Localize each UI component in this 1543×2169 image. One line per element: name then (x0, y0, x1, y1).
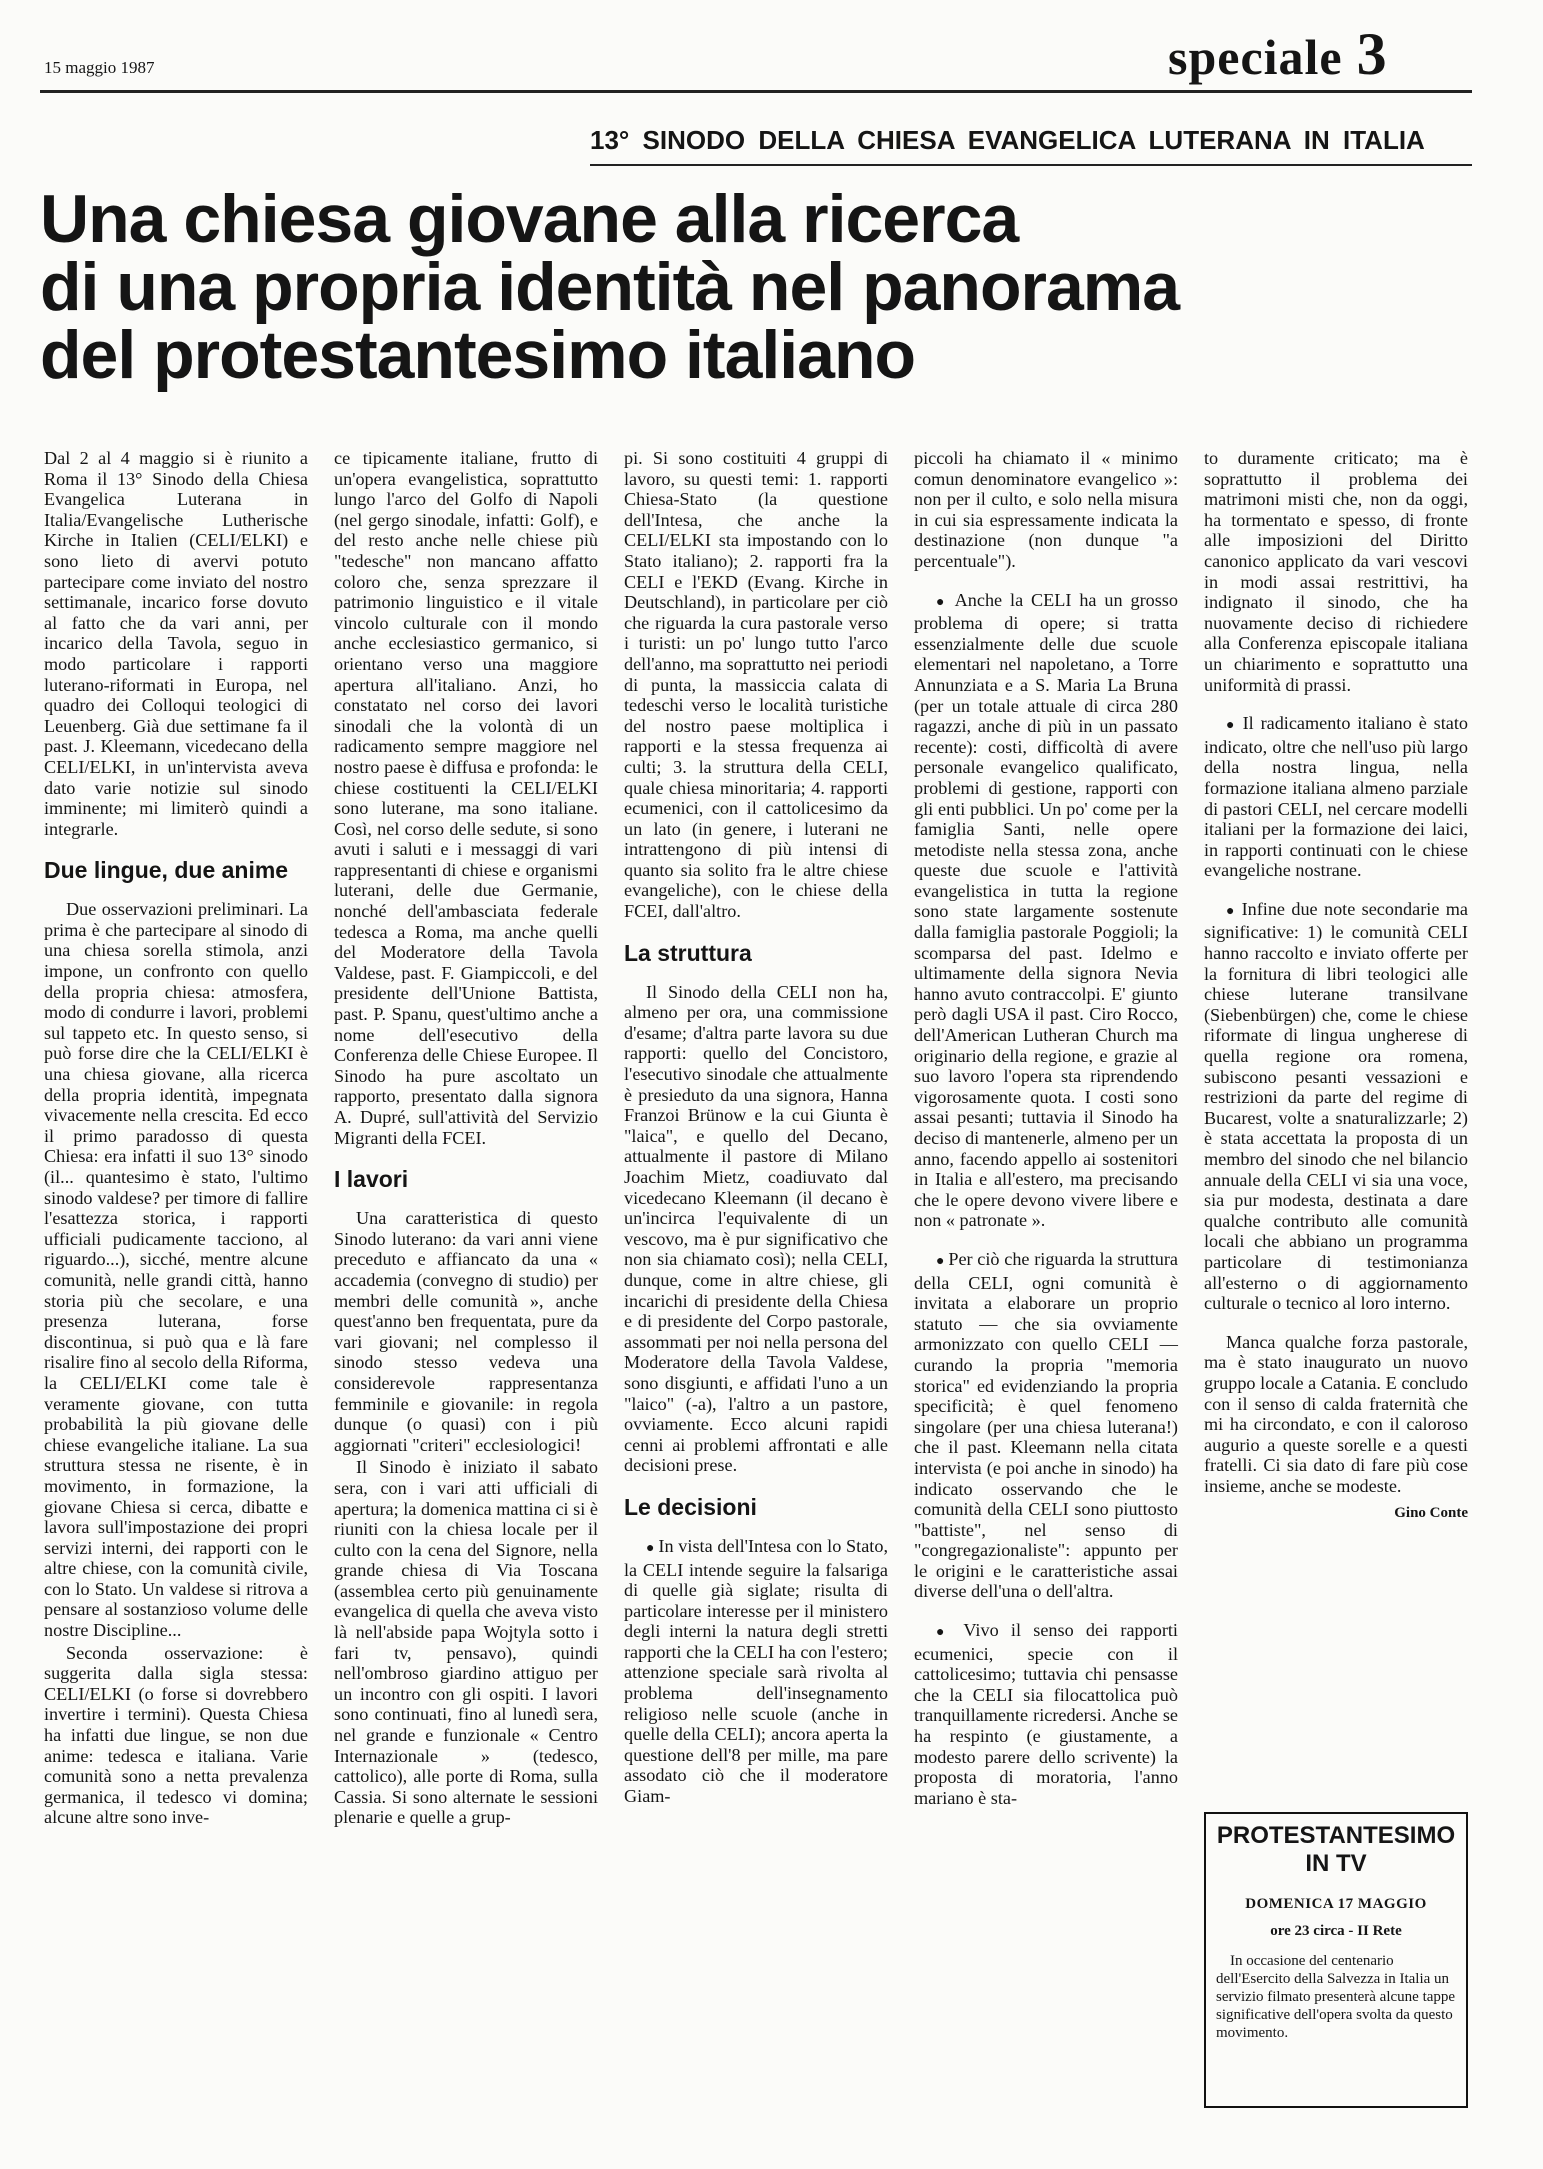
paragraph: Il Sinodo è iniziato il sabato sera, con i vari atti ufficiali di apertura; la domenica mattina ci si è riuniti con la chiesa locale per il culto con la cena del Signore, nella grande chiesa di Via Toscana (assemblea certo più genuinamente evangelica di quella che aveva visto là nell'abside papa Wojtyla sotto i fari tv, pensavo), quindi nell'ombroso giardino attiguo per un incontro con gli ospiti. I lavori sono continuati, fino al lunedì sera, nel grande e funzionale « Centro Internazionale » (tedesco, cattolico), alle porte di Roma, sulla Cassia. Si sono alternate le sessioni plenarie e quelle a grup- (334, 1457, 598, 1828)
bullet-paragraph: ● Infine due note secondarie ma significative: 1) le comunità CELI hanno raccolto e inviato offerte per la fornitura di libri teologici alle chiese luterane transilvane (Siebenbürgen) che, come le chiese riformate di lingua ungherese di quella regione ora romena, subiscono pesanti vessazioni e restrizioni da parte del regime di Bucarest, volte a snaturalizzarle; 2) è stata accettata la proposta di un membro del sinodo che nel bilancio annuale della CELI vi sia una voce, sia pur modesta, destinata a dare qualche contributo alle comunità locali che abbiano un programma particolare di testimonianza all'esterno o di aggiornamento culturale o tecnico al loro interno. (1204, 899, 1468, 1314)
paragraph: Due osservazioni preliminari. La prima è che partecipare al sinodo di una chiesa sorella stimola, anzi impone, un confronto con quello della propria chiesa: atmosfera, modo di condurre i lavori, problemi sul tappeto etc. In questo senso, si può forse dire che la CELI/ELKI è una chiesa giovane, alla ricerca della propria identità, impegnata vivacemente nella crescita. Ed ecco il primo paradosso di questa Chiesa: era infatti il suo 13° sinodo (il... quantesimo è stato, l'ultimo sinodo valdese? per timore di fallire l'esattezza storica, i rapporti ufficiali pudicamente tacciono, al riguardo...), sicché, mentre alcune comunità, nelle grandi città, hanno storia più che secolare, e una presenza luterana, forse discontinua, si può qua e là fare risalire fino al secolo della Riforma, la CELI/ELKI come tale è veramente giovane, con tutta probabilità la più giovane delle chiese evangeliche italiane. La sua struttura stessa ne risente, è in movimento, in formazione, la giovane Chiesa si cerca, dibatte e lavora sull'impostazione dei propri servizi interni, dei rapporti con le altre chiese, con la comunità civile, con lo Stato. Un valdese si ritrova a pensare al sostanzioso volume delle nostre Discipline... (44, 899, 308, 1641)
paragraph: Manca qualche forza pastorale, ma è stato inaugurato un nuovo gruppo locale a Catania. E concludo con il senso di calda fraternità che mi ha circondato, e con il caloroso augurio a queste sorelle e a questi fratelli. Ci sia dato di fare più cose insieme, anche se modeste. (1204, 1331, 1468, 1496)
paragraph-gap (914, 1231, 1178, 1249)
paragraph: Seconda osservazione: è suggerita dalla sigla stessa: CELI/ELKI (o forse si dovrebbero invertire i termini). Questa Chiesa ha infatti due lingue, se non due anime: tedesca e italiana. Varie comunità sono a netta prevalenza germanica, il tedesco vi domina; alcune altre sono inve- (44, 1642, 308, 1828)
paragraph: piccoli ha chiamato il « minimo comun denominatore evangelico »: non per il culto, e solo nella misura in cui sia espressamente indicata la destinazione (non dunque "a percentuale"). (914, 448, 1178, 571)
page-number: 3 (1356, 21, 1388, 87)
paragraph-gap (1204, 1314, 1468, 1332)
article-column-5 (1204, 448, 1468, 1523)
tv-notice-title: PROTESTANTESIMO IN TV (1216, 1822, 1456, 1877)
section-subheading: Le decisioni (624, 1493, 757, 1520)
section-subheading: Due lingue, due anime (44, 857, 289, 884)
section-heading (1168, 20, 1388, 89)
bullet-paragraph: ● Per ciò che riguarda la struttura della CELI, ogni comunità è invitata a elaborare un proprio statuto — che sia ovviamente armonizzato con quello CELI — curando la propria "memoria storica" ed evidenziando la propria specificità; è quel fenomeno singolare (per una chiesa luterana!) che il past. Kleemann nella citata intervista (e poi anche in sinodo) ha indicato osservando che le comunità della CELI sono piuttosto "battiste", nel senso di "congregazionaliste": appunto per le origini e le caratteristiche assai diverse dell'una o dell'altra. (914, 1249, 1178, 1602)
tv-notice-time: ore 23 circa - II Rete (1270, 1923, 1402, 1939)
date-line: 15 maggio 1987 (44, 58, 155, 77)
tv-notice-date: DOMENICA 17 MAGGIO (1245, 1896, 1427, 1912)
bullet-paragraph: ● In vista dell'Intesa con lo Stato, la CELI intende seguire la falsariga di quelle già siglate; risulta di particolare interesse per il ministero degli interni la natura degli stretti rapporti che la CELI ha con l'estero; attenzione speciale sarà rivolta al problema dell'insegnamento religioso nelle scuole (anche in quelle della CELI); ancora aperta la questione dell'8 per mille, ma pare assodato ciò che il moderatore Giam- (624, 1536, 888, 1807)
paragraph: ce tipicamente italiane, frutto di un'opera evangelistica, soprattutto lungo l'arco del Golfo di Napoli (nel gergo sinodale, infatti: Golf), e del resto anche nelle chiese più "tedesche" non mancano affatto coloro che, senza sprezzare il patrimonio linguistico e il vitale vincolo culturale con il mondo anche ecclesiastico germanico, si orientano verso una maggiore apertura all'italiano. Anzi, ho constatato nel corso dei lavori sinodali che la volontà di un radicamento sempre maggiore nel nostro paese è diffusa e profonda: le chiese costituenti la CELI/ELKI sono luterane, ma sono italiane. Così, nel corso delle sedute, si sono avuti i saluti e i messaggi di vari rappresentanti di chiese e organismi luterani, delle due Germanie, nonché dell'ambasciata federale tedesca a Roma, ma anche quelli del Moderatore della Tavola Valdese, past. F. Giampiccoli, e del presidente dell'Unione Battista, past. P. Spanu, quest'ultimo anche a nome dell'esecutivo della Conferenza delle Chiese Europee. Il Sinodo ha pure ascoltato un rapporto, presentato dalla signora A. Dupré, sull'attività del Servizio Migranti della FCEI. (334, 448, 598, 1148)
article-column-2 (334, 448, 598, 1828)
paragraph: pi. Si sono costituiti 4 gruppi di lavoro, su questi temi: 1. rapporti Chiesa-Stato (la questione dell'Intesa, che anche la CELI/ELKI sta impostando con lo Stato italiano); 2. rapporti fra la CELI e l'EKD (Evang. Kirche in Deutschland), in particolare per ciò che riguarda la cura pastorale verso i turisti: un po' lungo tutto l'arco dell'anno, ma soprattutto nei periodi di punta, la massiccia calata di tedeschi verso le località turistiche del nostro paese moltiplica i rapporti e la stessa frequenza ai culti; 3. la struttura della CELI, quale chiesa minoritaria; 4. rapporti ecumenici, con il cattolicesimo da un lato (in genere, i luterani ne intrattengono di più intensi di quanto sia solito fra le altre chiese evangeliche), con le chiese della FCEI, dall'altro. (624, 448, 888, 922)
paragraph-gap (914, 1602, 1178, 1620)
paragraph-gap (1204, 695, 1468, 713)
bullet-paragraph: ● Il radicamento italiano è stato indicato, oltre che nell'uso più largo della nostra lingua, nella formazione italiana almeno parziale di pastori CELI, nel cercare modelli italiani per la formazione dei laici, in rapporti continuati con le chiese evangeliche nostrane. (1204, 713, 1468, 881)
headline (40, 181, 1480, 393)
tv-notice-text: In occasione del centenario dell'Esercito della Salvezza in Italia un servizio filmato presenterà alcune tappe significative dell'opera svolta da questo movimento. (1216, 1953, 1456, 2041)
section-name: speciale (1168, 29, 1343, 85)
author-signature: Gino Conte (1394, 1504, 1468, 1521)
article-column-4 (914, 448, 1178, 1808)
article-column-1 (44, 448, 308, 1828)
headline-line: Una chiesa giovane alla ricerca (40, 181, 1019, 257)
headline-line: di una propria identità nel panorama (40, 249, 1180, 325)
paragraph: to duramente criticato; ma è soprattutto il problema dei matrimoni misti che, non da oggi, ha tormentato e spesso, di fronte alle imposizioni del Diritto canonico applicato da vari vescovi in modi assai restrittivi, ha indignato il sinodo, che ha nuovamente deciso di richiedere alla Conferenza episcopale italiana un chiarimento e soprattutto una uniformità di prassi. (1204, 448, 1468, 695)
kicker: 13° SINODO DELLA CHIESA EVANGELICA LUTERANA IN ITALIA (590, 125, 1425, 155)
paragraph: Una caratteristica di questo Sinodo luterano: da vari anni viene preceduto e affiancato da una « accademia (convegno di studio) per membri delle comunità », anche quest'anno ben frequentata, pure da vari giovani; nel complesso il sinodo stesso vedeva una considerevole rappresentanza femminile e giovanile: in regola dunque (o quasi) con i più aggiornati "criteri" ecclesiologici! (334, 1208, 598, 1455)
headline-line: del protestantesimo italiano (40, 317, 916, 393)
section-subheading: I lavori (334, 1166, 409, 1193)
top-rule (40, 90, 1472, 93)
paragraph-gap (1204, 881, 1468, 899)
section-subheading: La struttura (624, 939, 752, 966)
bullet-paragraph: ● Vivo il senso dei rapporti ecumenici, specie con il cattolicesimo; tuttavia chi pensasse che la CELI sia filocattolica può tranquillamente ricredersi. Anche se ha respinto (e giustamente, a modesto parere dello scrivente) la proposta di moratoria, l'anno mariano è sta- (914, 1620, 1178, 1808)
paragraph-gap (914, 572, 1178, 590)
tv-notice-box (1204, 1812, 1468, 2108)
article-column-3 (624, 448, 888, 1807)
kicker-rule (590, 164, 1472, 166)
paragraph: Il Sinodo della CELI non ha, almeno per ora, una commissione d'esame; d'altra parte lavora su due rapporti: quello del Concistoro, l'esecutivo sinodale che attualmente è presieduto da una signora, Hanna Franzoi Brünow e la cui Giunta è "laica", e quello del Decano, attualmente il pastore di Milano Joachim Mietz, coadiuvato dal vicedecano Kleemann (il decano è un'incirca l'equivalente di un vescovo, ma è pur significativo che non sia chiamato così); nella CELI, dunque, come in altre chiese, gli incarichi di presidente della Chiesa e di presidente del Corpo pastorale, assommati per noi nella persona del Moderatore della Tavola Valdese, sono disgiunti, e affidati l'uno a un "laico" (-a), l'altro a un pastore, ovviamente. Ecco alcuni rapidi cenni ai problemi affrontati e alle decisioni prese. (624, 981, 888, 1476)
paragraph: Dal 2 al 4 maggio si è riunito a Roma il 13° Sinodo della Chiesa Evangelica Luterana in Italia/Evangelische Lutherische Kirche in Italien (CELI/ELKI) e sono lieto di avervi potuto partecipare come inviato del nostro settimanale, incarico forse dovuto al fatto che da vari anni, per incarico della Tavola, seguo in modo particolare i rapporti luterano-riformati in Europa, nel quadro dei Colloqui teologici di Leuenberg. Già due settimane fa il past. J. Kleemann, vicedecano della CELI/ELKI, in un'intervista aveva dato varie notizie sul sinodo imminente; mi limiterò quindi a integrarle. (44, 448, 308, 839)
bullet-paragraph: ● Anche la CELI ha un grosso problema di opere; si tratta essenzialmente delle due scuole elementari nel napoletano, a Torre Annunziata e a S. Maria La Bruna (per un totale attuale di circa 280 ragazzi, anche di più in un passato recente): costi, difficoltà di avere personale evangelico qualificato, problemi di gestione, rapporti con gli enti pubblici. Un po' come per la famiglia Santi, nelle opere metodiste nella stessa zona, anche queste due scuole e l'attività evangelistica in tutta la regione sono state largamente sostenute dalla famiglia pastorale Poggioli; la scomparsa del past. Idelmo e ultimamente della signora Nevia hanno avuto contraccolpi. E' giunto però dagli USA il past. Ciro Rocco, dell'American Lutheran Church ma originario della regione, e grazie al suo lavoro l'opera sta riprendendo vigorosamente quota. I costi sono assai pesanti; tuttavia il Sinodo ha deciso di mantenerle, almeno per un anno, facendo appello ai sostenitori in Italia e all'estero, ma precisando che le opere devono vivere libere e non « patronate ». (914, 590, 1178, 1231)
